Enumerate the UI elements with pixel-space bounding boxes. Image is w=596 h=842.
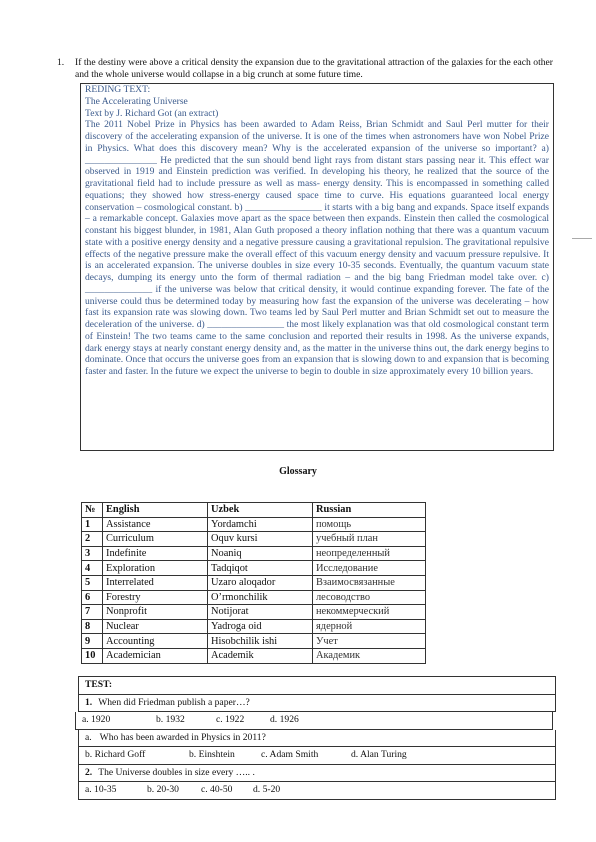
uzbek-term: Yadroga oid bbox=[208, 619, 313, 634]
test-title: TEST: bbox=[78, 676, 556, 695]
table-row bbox=[82, 590, 426, 605]
russian-term: Академик bbox=[313, 648, 426, 663]
reading-body: The 2011 Nobel Prize in Physics has been awarded to Adam Reiss, Brian Schmidt and Saul Perl mutter for their discovery of the accelerating expansion of the universe. It is one of the times when astronomers have won Nobel Prize in Physics. What does this discovery mean? Why is the accelerated expansion of the universe so important? a) _______________ He predicted that the sun should bend light rays from distant stars passing near it. This effect war observed in 1919 and Einstein prediction was verified. In developing his theory, he realized that the source of the gravitational field had to include pressure as well as mass- energy density. This is encompassed in something called equations; they showed how stress-energy caused space time to curve. His equations guaranteed local energy conservation – cosmological constant. b) ________________ it starts with a big bang and expands. Space itself expands – a remarkable concept. Galaxies move apart as the space between then expands. Einstein then called the cosmological constant his biggest blunder, in 1981, Alan Guth proposed a theory inflation nothing that there was a quantum vacuum state with a positive energy density and a negative pressure causing a gravitational repulsion. The gravitational repulsive effects of the negative pressure make the overall effect of this vacuum energy density and vacuum pressure repulsive. It is an accelerated expansion. The universe doubles in size every 10-35 seconds. Eventually, the quantum vacuum state decays, dumping its energy unto the form of thermal radiation – and the big bang Friedman model take over. c) ______________ if the universe was below that critical density, it would continue expanding forever. The fate of the universe could thus be determined today by measuring how fast the expansion of the universe was decelerating – how fast its expansion rate was slowing down. Two teams led by Saul Perl mutter and Brian Schmidt set out to measure the deceleration of the universe. d) ________________ the most likely explanation was that old cosmological constant term of Einstein! The two teams came to the same conclusion and reported their results in 1998. As the universe expands, dark energy stays at nearly constant energy density and, as the matter in the universe thins out, the dark energy begins to dominate. Once that occurs the universe goes from an expansion that is slowing down to and expansion that is becoming faster and faster. In the future we expect the universe to begin to double in size approximately every 10 billion years. bbox=[85, 119, 549, 377]
margin-mark bbox=[572, 238, 592, 239]
question-number: 1. bbox=[57, 57, 65, 68]
uzbek-term: Notijorat bbox=[208, 605, 313, 620]
reading-label: REDING TEXT: bbox=[85, 84, 151, 95]
english-term: Academician bbox=[103, 648, 208, 663]
row-number: 10 bbox=[82, 648, 103, 663]
russian-term: лесоводство bbox=[313, 590, 426, 605]
uzbek-term: Uzaro aloqador bbox=[208, 575, 313, 590]
russian-term: Взаимосвязанные bbox=[313, 575, 426, 590]
glossary-table bbox=[81, 502, 426, 664]
row-number: 7 bbox=[82, 605, 103, 620]
header-english: English bbox=[103, 503, 208, 518]
reading-byline: Text by J. Richard Got (an extract) bbox=[85, 107, 219, 119]
row-number: 6 bbox=[82, 590, 103, 605]
table-row bbox=[82, 575, 426, 590]
question-text: If the destiny were above a critical density the expansion due to the gravitational attraction of the galaxies for the each other and the whole universe would collapse in a big crunch at some future time. bbox=[75, 57, 553, 81]
option-c[interactable]: c. 1922 bbox=[216, 714, 245, 725]
question-text: The Universe doubles in size every ….. . bbox=[98, 766, 255, 778]
russian-term: ядерной bbox=[313, 619, 426, 634]
table-row bbox=[82, 532, 426, 547]
test-options-1b bbox=[78, 747, 556, 765]
russian-term: помощь bbox=[313, 517, 426, 532]
option-d[interactable]: d. Alan Turing bbox=[351, 749, 407, 760]
russian-term: некоммерческий bbox=[313, 605, 426, 620]
uzbek-term: O’rmonchilik bbox=[208, 590, 313, 605]
reading-text-box bbox=[80, 83, 554, 451]
option-d[interactable]: d. 5-20 bbox=[253, 784, 281, 795]
option-b[interactable]: b. 1932 bbox=[156, 714, 185, 725]
option-c[interactable]: c. 40-50 bbox=[201, 784, 233, 795]
table-row bbox=[82, 561, 426, 576]
option-a[interactable]: b. Richard Goff bbox=[85, 749, 146, 760]
english-term: Interrelated bbox=[103, 575, 208, 590]
row-number: 8 bbox=[82, 619, 103, 634]
uzbek-term: Oquv kursi bbox=[208, 532, 313, 547]
row-number: 1 bbox=[82, 517, 103, 532]
glossary-title: Glossary bbox=[279, 466, 317, 477]
english-term: Nonprofit bbox=[103, 605, 208, 620]
test-question-1b bbox=[78, 730, 556, 748]
row-number: 2 bbox=[82, 532, 103, 547]
test-question-1 bbox=[78, 695, 556, 713]
row-number: 4 bbox=[82, 561, 103, 576]
table-row bbox=[82, 648, 426, 663]
option-a[interactable]: a. 10-35 bbox=[85, 784, 117, 795]
option-c[interactable]: c. Adam Smith bbox=[261, 749, 319, 760]
test-options-1 bbox=[75, 712, 553, 730]
option-a[interactable]: a. 1920 bbox=[82, 714, 111, 725]
reading-title: The Accelerating Universe bbox=[85, 95, 188, 107]
russian-term: учебный план bbox=[313, 532, 426, 547]
russian-term: неопределенный bbox=[313, 546, 426, 561]
uzbek-term: Hisobchilik ishi bbox=[208, 634, 313, 649]
english-term: Curriculum bbox=[103, 532, 208, 547]
uzbek-term: Academik bbox=[208, 648, 313, 663]
row-number: 3 bbox=[82, 546, 103, 561]
question-text: When did Friedman publish a paper…? bbox=[98, 696, 250, 708]
option-b[interactable]: b. 20-30 bbox=[147, 784, 179, 795]
table-row bbox=[82, 634, 426, 649]
table-row bbox=[82, 605, 426, 620]
table-row bbox=[82, 517, 426, 532]
test-question-2 bbox=[78, 765, 556, 783]
option-b[interactable]: b. Einshtein bbox=[189, 749, 235, 760]
header-number: № bbox=[82, 503, 103, 518]
english-term: Nuclear bbox=[103, 619, 208, 634]
russian-term: Исследование bbox=[313, 561, 426, 576]
russian-term: Учет bbox=[313, 634, 426, 649]
glossary-header-row bbox=[82, 503, 426, 518]
table-row bbox=[82, 619, 426, 634]
question-text: Who has been awarded in Physics in 2011? bbox=[99, 731, 266, 743]
english-term: Assistance bbox=[103, 517, 208, 532]
header-russian: Russian bbox=[313, 503, 426, 518]
question-number: 2. bbox=[85, 766, 93, 778]
row-number: 9 bbox=[82, 634, 103, 649]
test-section bbox=[78, 676, 556, 800]
question-number: a. bbox=[85, 731, 92, 743]
english-term: Indefinite bbox=[103, 546, 208, 561]
uzbek-term: Noaniq bbox=[208, 546, 313, 561]
question-number: 1. bbox=[85, 696, 93, 708]
header-uzbek: Uzbek bbox=[208, 503, 313, 518]
english-term: Accounting bbox=[103, 634, 208, 649]
table-row bbox=[82, 546, 426, 561]
question-intro bbox=[57, 57, 553, 82]
english-term: Exploration bbox=[103, 561, 208, 576]
english-term: Forestry bbox=[103, 590, 208, 605]
option-d[interactable]: d. 1926 bbox=[270, 714, 299, 725]
row-number: 5 bbox=[82, 575, 103, 590]
uzbek-term: Yordamchi bbox=[208, 517, 313, 532]
test-options-2 bbox=[78, 782, 556, 800]
uzbek-term: Tadqiqot bbox=[208, 561, 313, 576]
